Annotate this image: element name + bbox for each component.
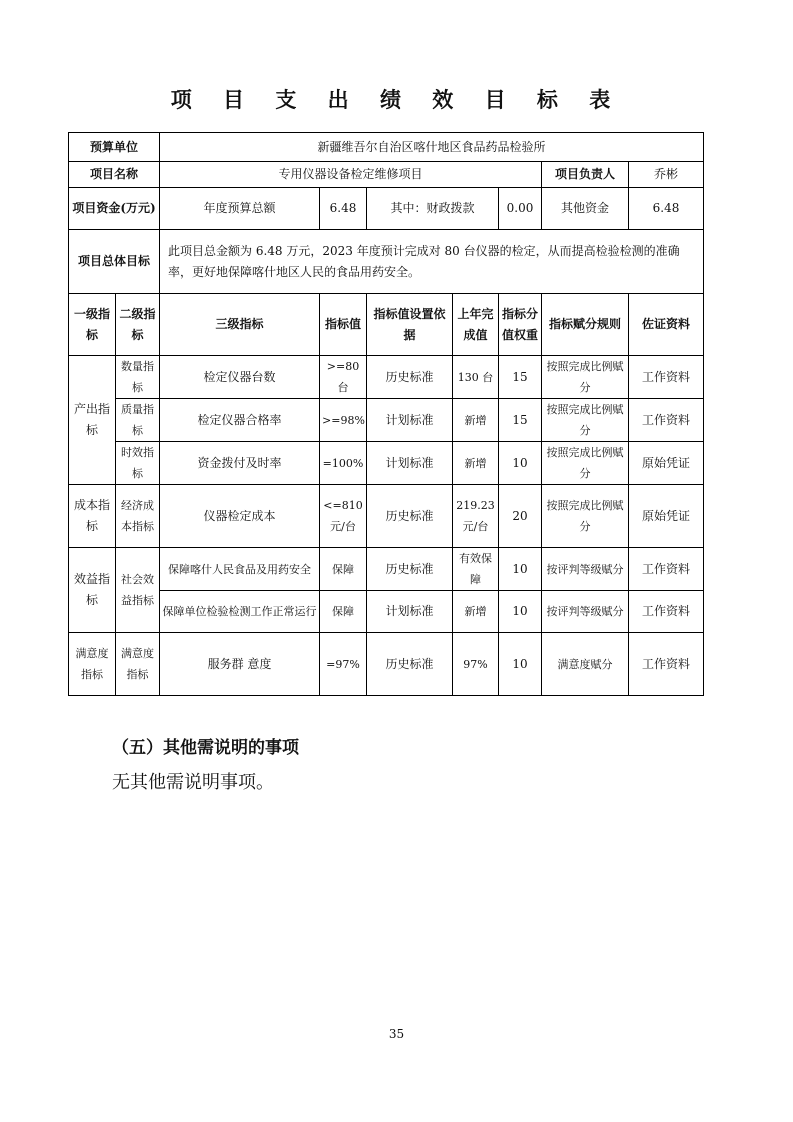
- value-cell: >=98%: [320, 399, 367, 442]
- table-row: [69, 356, 704, 399]
- goal-text: 此项目总金额为 6.48 万元，2023 年度预计完成对 80 台仪器的检定，从而提高检验检测的准确率，更好地保障喀什地区人民的食品用药安全。: [160, 230, 704, 294]
- level3-cell: 服务群 意度: [160, 633, 320, 696]
- rule-cell: 满意度赋分: [542, 633, 629, 696]
- level2-cell: 数量指标: [116, 356, 160, 399]
- level2-cell: 质量指标: [116, 399, 160, 442]
- basis-cell: 历史标准: [367, 356, 453, 399]
- basis-cell: 计划标准: [367, 399, 453, 442]
- table-row: [69, 399, 704, 442]
- evidence-cell: 工作资料: [629, 591, 704, 633]
- table-row: [69, 485, 704, 548]
- evidence-cell: 工作资料: [629, 356, 704, 399]
- level3-cell: 仪器检定成本: [160, 485, 320, 548]
- evidence-cell: 工作资料: [629, 633, 704, 696]
- basis-cell: 计划标准: [367, 442, 453, 485]
- weight-cell: 15: [499, 356, 542, 399]
- evidence-cell: 原始凭证: [629, 485, 704, 548]
- level1-cell: 成本指标: [69, 485, 116, 548]
- rule-cell: 按照完成比例赋分: [542, 399, 629, 442]
- col-header: 佐证资料: [629, 294, 704, 356]
- page-title: 项 目 支 出 绩 效 目 标 表: [170, 87, 623, 112]
- level2-cell: 社会效益指标: [116, 548, 160, 633]
- rule-cell: 按评判等级赋分: [542, 548, 629, 591]
- project-name-value: 专用仪器设备检定维修项目: [160, 162, 542, 188]
- last-year-cell: 130 台: [453, 356, 499, 399]
- level3-cell: 资金拨付及时率: [160, 442, 320, 485]
- level2-cell: 经济成本指标: [116, 485, 160, 548]
- project-name-label: 项目名称: [69, 162, 160, 188]
- evidence-cell: 工作资料: [629, 548, 704, 591]
- evidence-cell: 原始凭证: [629, 442, 704, 485]
- basis-cell: 历史标准: [367, 548, 453, 591]
- other-funds-value: 6.48: [629, 188, 704, 230]
- level3-cell: 检定仪器台数: [160, 356, 320, 399]
- level2-cell: 时效指标: [116, 442, 160, 485]
- budget-unit-label: 预算单位: [69, 133, 160, 162]
- level1-cell: 满意度指标: [69, 633, 116, 696]
- weight-cell: 15: [499, 399, 542, 442]
- level1-cell: 效益指标: [69, 548, 116, 633]
- basis-cell: 计划标准: [367, 591, 453, 633]
- fiscal-value: 0.00: [499, 188, 542, 230]
- rule-cell: 按照完成比例赋分: [542, 356, 629, 399]
- rule-cell: 按评判等级赋分: [542, 591, 629, 633]
- page-number: 35: [388, 1027, 405, 1041]
- col-header: 二级指标: [116, 294, 160, 356]
- level2-cell: 满意度指标: [116, 633, 160, 696]
- section-body: 无其他需说明事项。: [112, 772, 274, 793]
- goal-label: 项目总体目标: [69, 230, 160, 294]
- last-year-cell: 219.23元/台: [453, 485, 499, 548]
- level3-cell: 保障喀什人民食品及用药安全: [160, 548, 320, 591]
- value-cell: 保障: [320, 548, 367, 591]
- col-header: 指标赋分规则: [542, 294, 629, 356]
- funds-label: 项目资金(万元): [69, 188, 160, 230]
- value-cell: 保障: [320, 591, 367, 633]
- level3-cell: 检定仪器合格率: [160, 399, 320, 442]
- col-header: 三级指标: [160, 294, 320, 356]
- last-year-cell: 97%: [453, 633, 499, 696]
- col-header: 上年完成值: [453, 294, 499, 356]
- weight-cell: 10: [499, 633, 542, 696]
- table-row: [69, 633, 704, 696]
- table-row: [69, 442, 704, 485]
- project-lead-label: 项目负责人: [542, 162, 629, 188]
- col-header: 指标值: [320, 294, 367, 356]
- last-year-cell: 新增: [453, 442, 499, 485]
- weight-cell: 20: [499, 485, 542, 548]
- weight-cell: 10: [499, 548, 542, 591]
- evidence-cell: 工作资料: [629, 399, 704, 442]
- last-year-cell: 新增: [453, 591, 499, 633]
- basis-cell: 历史标准: [367, 633, 453, 696]
- budget-unit-value: 新疆维吾尔自治区喀什地区食品药品检验所: [160, 133, 704, 162]
- fiscal-label: 其中：财政拨款: [367, 188, 499, 230]
- annual-budget-label: 年度预算总额: [160, 188, 320, 230]
- rule-cell: 按照完成比例赋分: [542, 485, 629, 548]
- weight-cell: 10: [499, 442, 542, 485]
- col-header: 指标分值权重: [499, 294, 542, 356]
- rule-cell: 按照完成比例赋分: [542, 442, 629, 485]
- table-row: [69, 548, 704, 591]
- value-cell: >=80台: [320, 356, 367, 399]
- other-funds-label: 其他资金: [542, 188, 629, 230]
- project-lead-value: 乔彬: [629, 162, 704, 188]
- basis-cell: 历史标准: [367, 485, 453, 548]
- value-cell: =97%: [320, 633, 367, 696]
- col-header: 一级指标: [69, 294, 116, 356]
- col-header: 指标值设置依据: [367, 294, 453, 356]
- performance-target-table: [68, 132, 704, 696]
- section-heading: （五）其他需说明的事项: [112, 738, 299, 758]
- last-year-cell: 新增: [453, 399, 499, 442]
- level3-cell: 保障单位检验检测工作正常运行: [160, 591, 320, 633]
- value-cell: =100%: [320, 442, 367, 485]
- weight-cell: 10: [499, 591, 542, 633]
- annual-budget-value: 6.48: [320, 188, 367, 230]
- level1-cell: 产出指标: [69, 356, 116, 485]
- table-row: [69, 591, 704, 633]
- value-cell: <=810元/台: [320, 485, 367, 548]
- last-year-cell: 有效保障: [453, 548, 499, 591]
